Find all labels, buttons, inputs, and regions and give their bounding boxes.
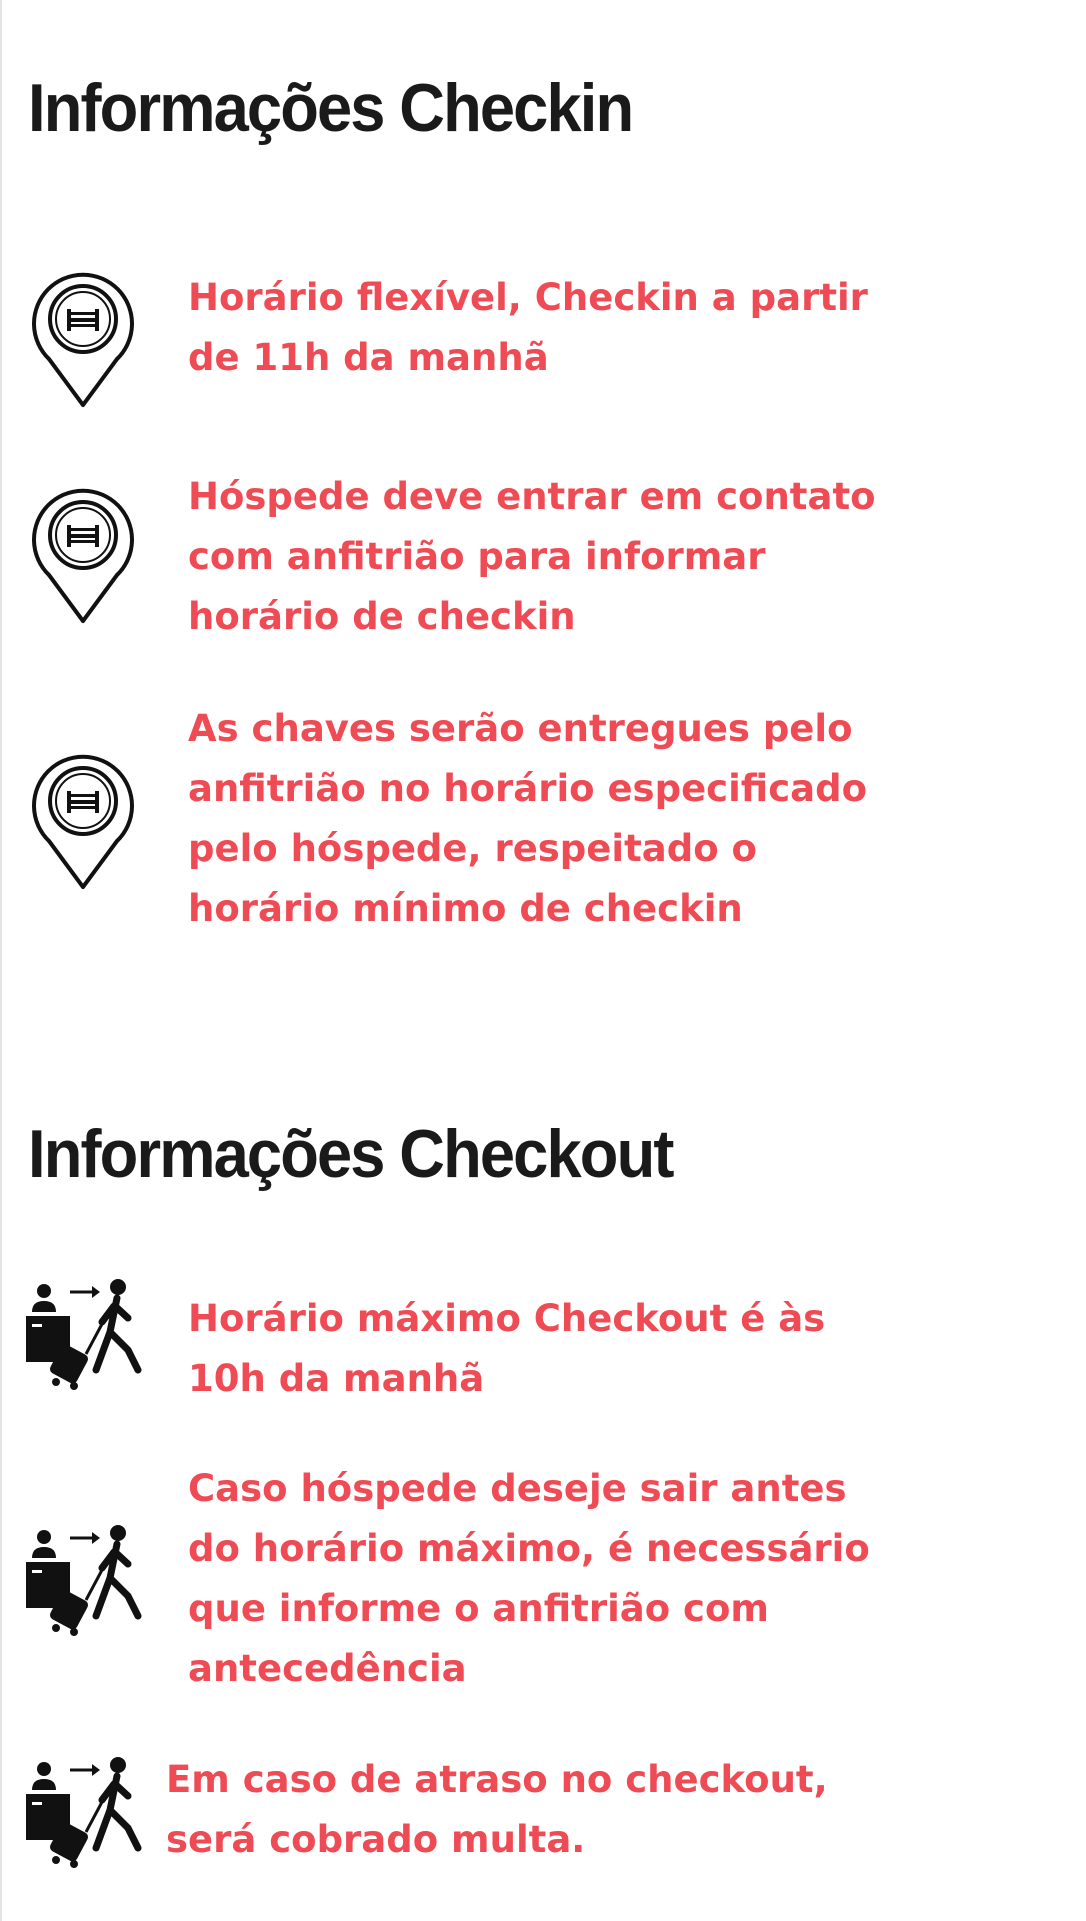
item-line: pelo hóspede, respeitado o	[188, 827, 757, 870]
checkout-info-item	[188, 1459, 870, 1699]
hotel-bed-location-pin-icon	[28, 478, 138, 624]
item-line: horário mínimo de checkin	[188, 887, 743, 930]
checkout-section-title: Informações Checkout	[28, 1116, 673, 1192]
checkin-info-item	[188, 467, 876, 647]
item-line: do horário máximo, é necessário	[188, 1527, 870, 1570]
item-line: que informe o anfitrião com	[188, 1587, 769, 1630]
hotel-bed-location-pin-icon	[28, 744, 138, 890]
checkout-traveler-icon	[24, 1756, 142, 1868]
item-line: Caso hóspede deseje sair antes	[188, 1467, 847, 1510]
checkin-info-item	[188, 268, 868, 388]
item-line: com anfitrião para informar	[188, 535, 766, 578]
item-line: Horário máximo Checkout é às	[188, 1297, 826, 1340]
item-line: antecedência	[188, 1647, 467, 1690]
item-line: Horário flexível, Checkin a partir	[188, 276, 868, 319]
item-line: anfitrião no horário especificado	[188, 767, 868, 810]
item-line: Em caso de atraso no checkout,	[166, 1758, 828, 1801]
checkout-info-item	[188, 1289, 825, 1409]
item-line: será cobrado multa.	[166, 1818, 586, 1861]
page-left-border	[0, 0, 2, 1921]
item-line: Hóspede deve entrar em contato	[188, 475, 876, 518]
checkin-info-item	[188, 699, 867, 939]
checkout-info-item	[166, 1750, 828, 1870]
item-line: As chaves serão entregues pelo	[188, 707, 853, 750]
item-line: horário de checkin	[188, 595, 576, 638]
checkin-section-title: Informações Checkin	[28, 70, 633, 146]
item-line: 10h da manhã	[188, 1357, 485, 1400]
checkout-traveler-icon	[24, 1524, 142, 1636]
hotel-bed-location-pin-icon	[28, 262, 138, 408]
checkout-traveler-icon	[24, 1278, 142, 1390]
item-line: de 11h da manhã	[188, 336, 549, 379]
